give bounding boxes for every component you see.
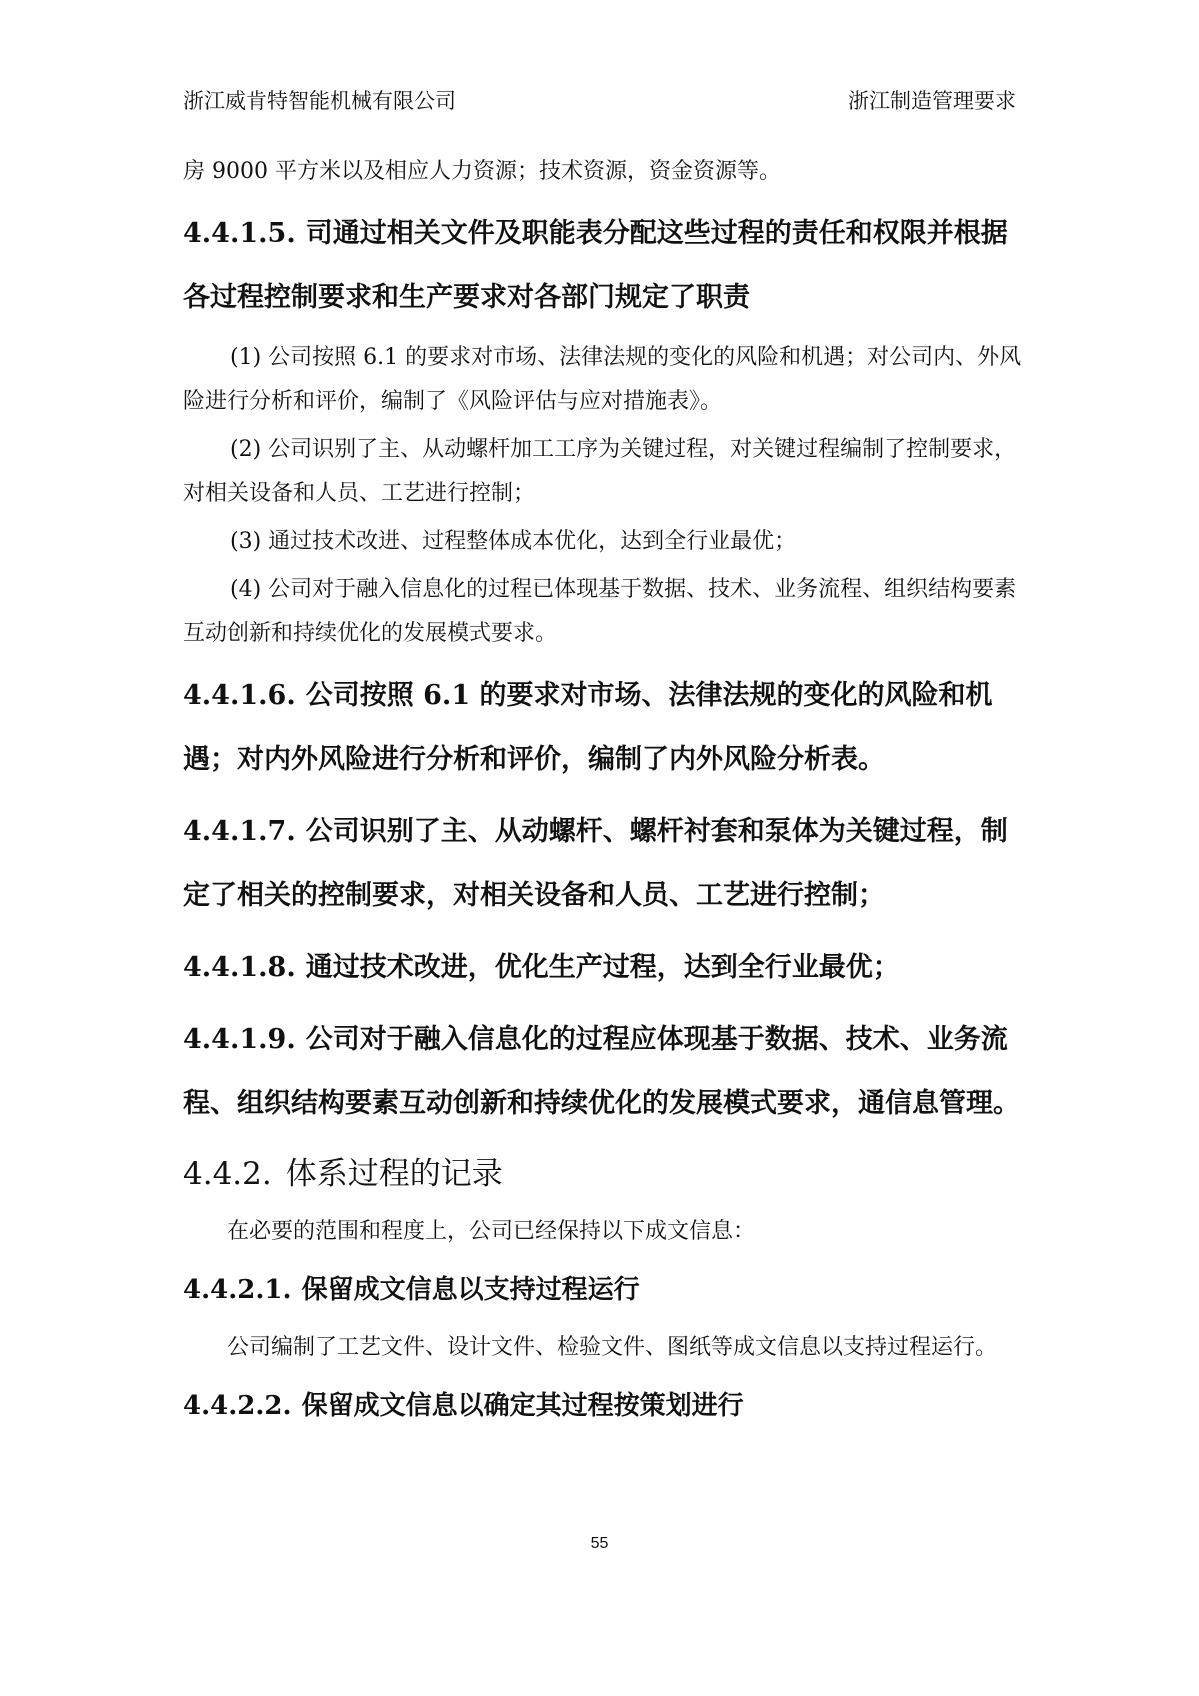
section-title: 公司对于融入信息化的过程应体现基于数据、技术、业务流程、组织结构要素互动创新和持续优化的发展模式要求，通信息管理。 — [183, 1024, 1020, 1119]
section-number: 4.4.1.7. — [183, 816, 296, 847]
section-title: 司通过相关文件及职能表分配这些过程的责任和权限并根据各过程控制要求和生产要求对各部门规定了职责 — [183, 218, 1008, 313]
section-4-4-2-heading — [183, 1146, 1023, 1202]
intro-line: 房 9000 平方米以及相应人力资源；技术资源，资金资源等。 — [183, 159, 781, 184]
header-doc-title: 浙江制造管理要求 — [848, 89, 1016, 113]
section-number: 4.4.2.2. — [183, 1391, 292, 1421]
section-4-4-2-body: 在必要的范围和程度上，公司已经保持以下成文信息： — [227, 1219, 756, 1244]
list-item: (1) 公司按照 6.1 的要求对市场、法律法规的变化的风险和机遇；对公司内、外风险进行分析和评价，编制了《风险评估与应对措施表》。 — [183, 345, 1022, 414]
section-title: 公司识别了主、从动螺杆、螺杆衬套和泵体为关键过程，制定了相关的控制要求，对相关设备和人员、工艺进行控制； — [183, 816, 1008, 911]
section-4-4-1-5-heading — [183, 202, 1023, 330]
section-number: 4.4.2.1. — [183, 1275, 292, 1305]
page-header — [183, 84, 1016, 118]
section-number: 4.4.1.8. — [183, 952, 296, 983]
page-content — [183, 150, 1023, 1442]
section-number: 4.4.1.6. — [183, 680, 296, 711]
section-4-4-2-2-heading — [183, 1380, 1023, 1432]
list-item: (4) 公司对于融入信息化的过程已体现基于数据、技术、业务流程、组织结构要素互动创新和持续优化的发展模式要求。 — [183, 577, 1017, 646]
section-4-4-1-9-heading — [183, 1008, 1023, 1136]
section-4-4-2-1-heading — [183, 1264, 1023, 1316]
section-number: 4.4.1.5. — [183, 218, 296, 249]
section-number: 4.4.2. — [183, 1156, 272, 1192]
section-title: 通过技术改进，优化生产过程，达到全行业最优； — [305, 952, 900, 983]
section-4-4-2-1-body: 公司编制了工艺文件、设计文件、检验文件、图纸等成文信息以支持过程运行。 — [227, 1335, 998, 1360]
section-4-4-1-6-heading — [183, 664, 1023, 792]
section-number: 4.4.1.9. — [183, 1024, 296, 1055]
list-item: (2) 公司识别了主、从动螺杆加工工序为关键过程，对关键过程编制了控制要求，对相关设备和人员、工艺进行控制； — [183, 437, 1017, 506]
section-4-4-1-8-heading — [183, 936, 1023, 1000]
section-title: 保留成文信息以支持过程运行 — [301, 1275, 640, 1305]
section-4-4-1-7-heading — [183, 800, 1023, 928]
section-title: 体系过程的记录 — [285, 1156, 503, 1192]
list-item: (3) 通过技术改进、过程整体成本优化，达到全行业最优； — [230, 529, 797, 554]
section-title: 公司按照 6.1 的要求对市场、法律法规的变化的风险和机遇；对内外风险进行分析和评价，编制了内外风险分析表。 — [183, 680, 993, 775]
page-footer — [0, 1533, 1199, 1555]
section-title: 保留成文信息以确定其过程按策划进行 — [301, 1391, 744, 1421]
page-number: 55 — [590, 1535, 609, 1552]
header-company: 浙江威肯特智能机械有限公司 — [183, 89, 456, 113]
